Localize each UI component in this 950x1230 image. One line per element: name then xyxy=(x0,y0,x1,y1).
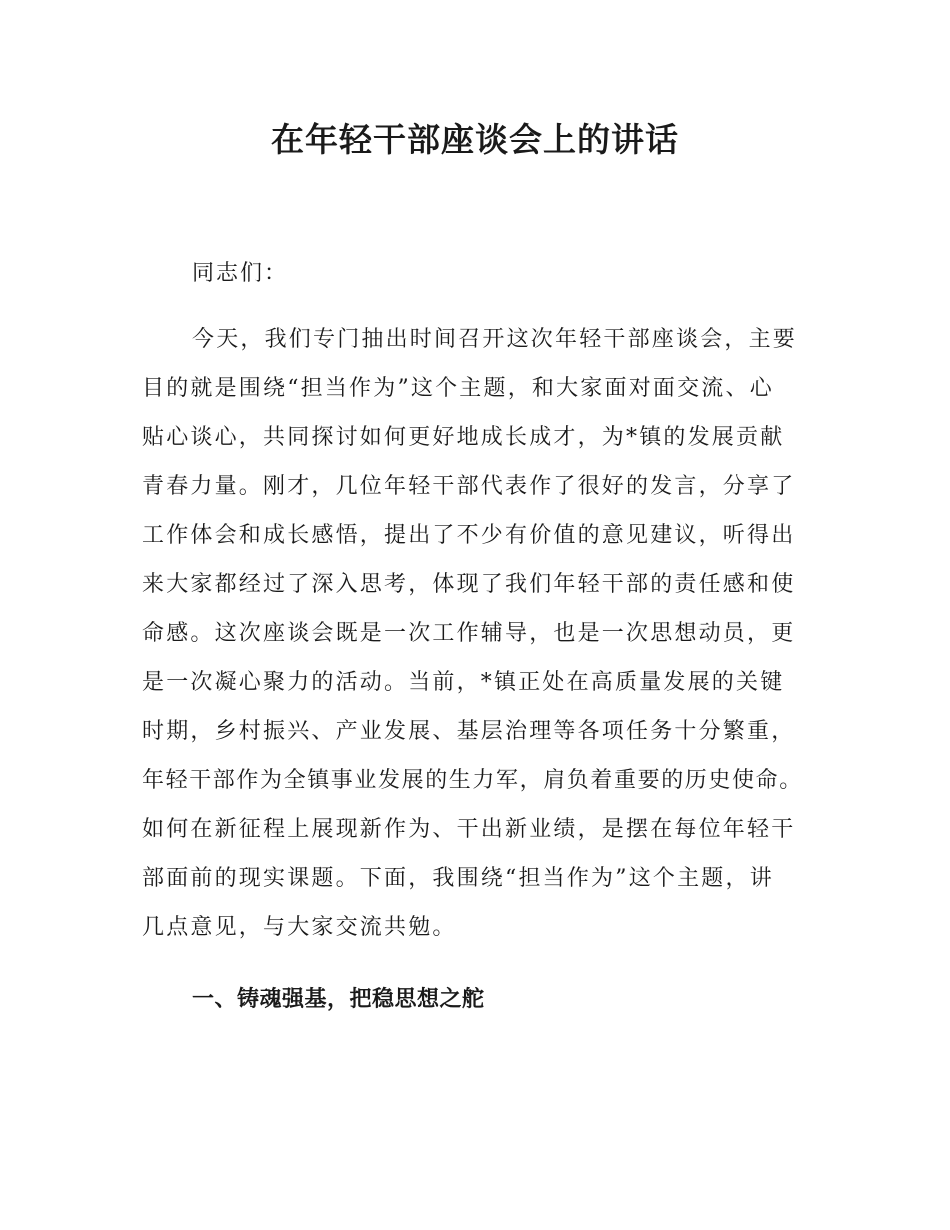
paragraph-line: 来大家都经过了深入思考，体现了我们年轻干部的责任感和使 xyxy=(142,572,796,597)
opening-paragraph xyxy=(142,322,842,959)
paragraph-line: 贴心谈心，共同探讨如何更好地成长成才，为*镇的发展贡献 xyxy=(142,425,785,450)
paragraph-line: 是一次凝心聚力的活动。当前，*镇正处在高质量发展的关键 xyxy=(142,670,785,695)
paragraph-line: 时期，乡村振兴、产业发展、基层治理等各项任务十分繁重， xyxy=(142,719,796,744)
paragraph-line: 青春力量。刚才，几位年轻干部代表作了很好的发言，分享了 xyxy=(142,474,796,499)
paragraph-line: 工作体会和成长感悟，提出了不少有价值的意见建议，听得出 xyxy=(142,523,796,548)
paragraph-line: 如何在新征程上展现新作为、干出新业绩，是摆在每位年轻干 xyxy=(142,817,796,842)
document-title: 在年轻干部座谈会上的讲话 xyxy=(271,120,679,159)
paragraph-line: 部面前的现实课题。下面，我围绕“担当作为”这个主题，讲 xyxy=(142,866,774,891)
paragraph-line: 年轻干部作为全镇事业发展的生力军，肩负着重要的历史使命。 xyxy=(142,768,803,793)
paragraph-line: 命感。这次座谈会既是一次工作辅导，也是一次思想动员，更 xyxy=(142,621,796,646)
paragraph-line: 目的就是围绕“担当作为”这个主题，和大家面对面交流、心 xyxy=(142,376,774,401)
salutation: 同志们： xyxy=(192,261,289,286)
section-heading: 一、铸魂强基，把稳思想之舵 xyxy=(192,987,485,1012)
paragraph-line: 今天，我们专门抽出时间召开这次年轻干部座谈会，主要 xyxy=(192,327,798,352)
paragraph-line: 几点意见，与大家交流共勉。 xyxy=(142,915,457,940)
